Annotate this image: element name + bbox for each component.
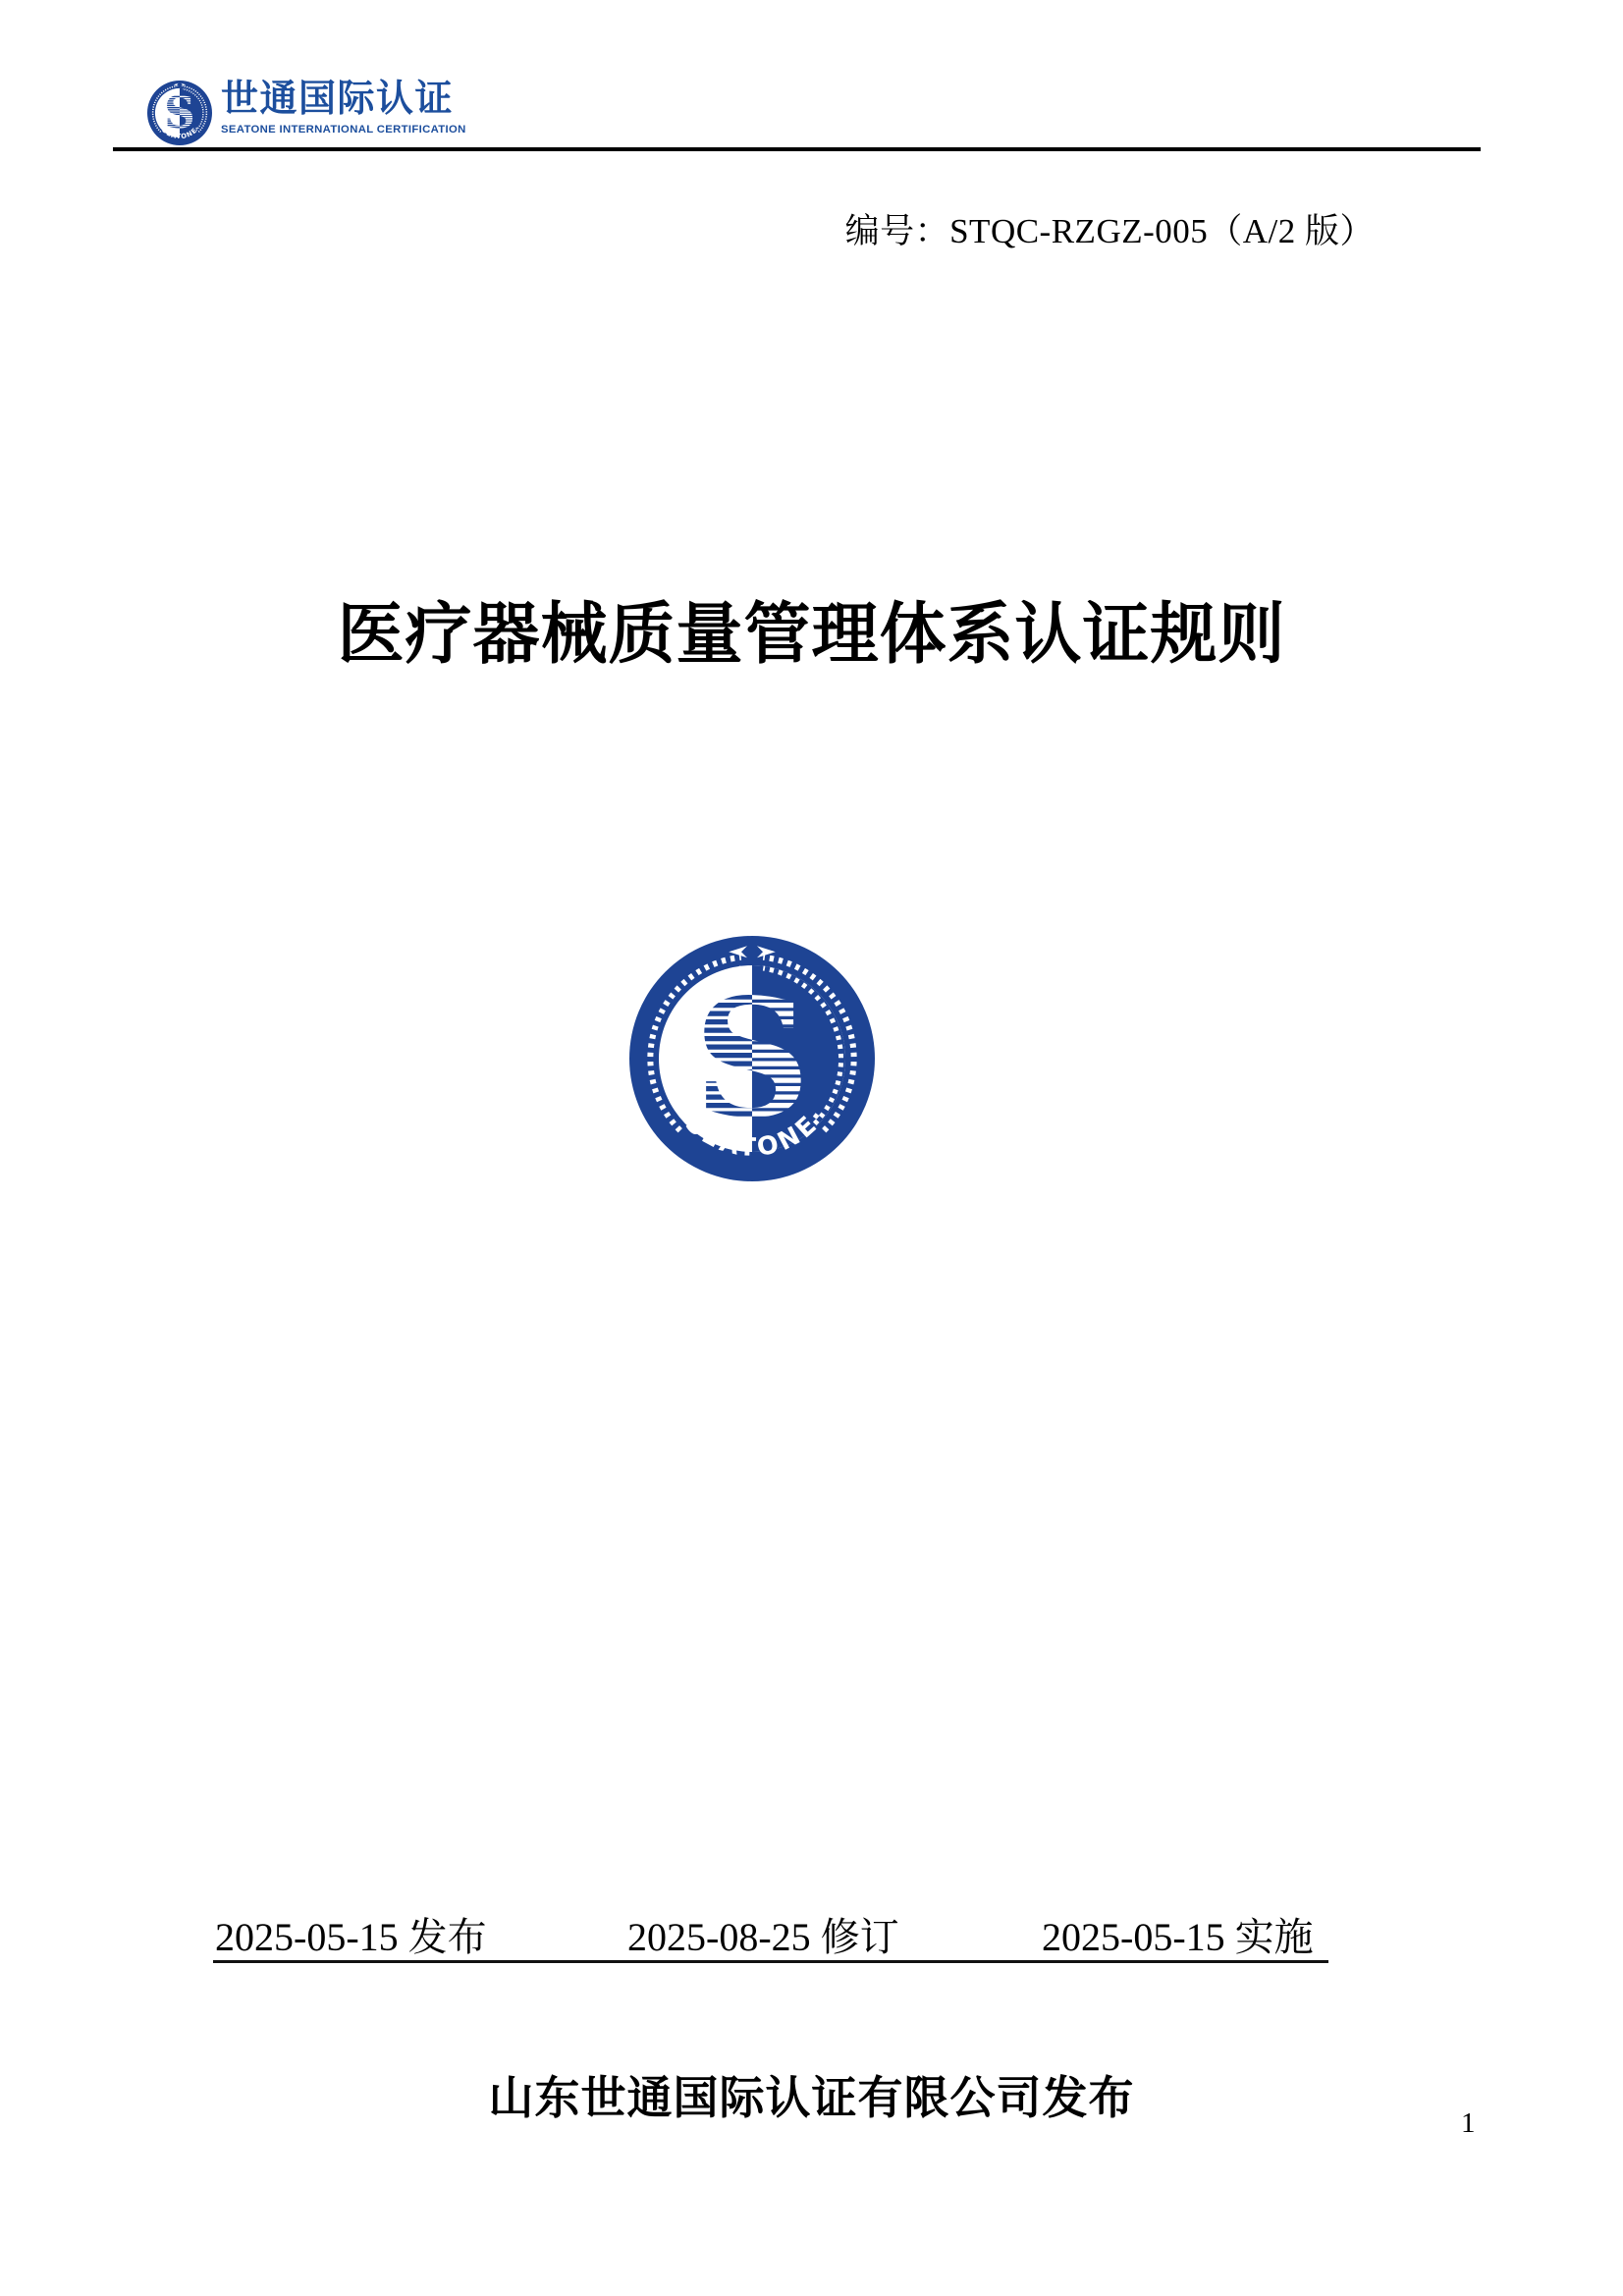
header-logo-text [221, 81, 466, 136]
header-rule [113, 147, 1481, 151]
company-name-cn: 世通国际认证 [221, 79, 455, 120]
dates-rule [213, 1960, 1328, 1963]
seatone-emblem-icon [147, 81, 212, 145]
revision-date: 2025-08-25 修订 [627, 1915, 899, 1959]
page-number: 1 [1461, 2107, 1476, 2139]
implementation-date: 2025-05-15 实施 [1042, 1915, 1314, 1959]
publisher-line: 山东世通国际认证有限公司发布 [488, 2073, 1135, 2123]
document-title: 医疗器械质量管理体系认证规则 [337, 597, 1286, 672]
release-date: 2025-05-15 发布 [215, 1915, 487, 1959]
seatone-emblem-large [629, 936, 875, 1181]
company-name-en: SEATONE INTERNATIONAL CERTIFICATION [221, 123, 466, 136]
document-number: 编号：STQC-RZGZ-005（A/2 版） [844, 212, 1375, 250]
header-logo [147, 81, 466, 145]
